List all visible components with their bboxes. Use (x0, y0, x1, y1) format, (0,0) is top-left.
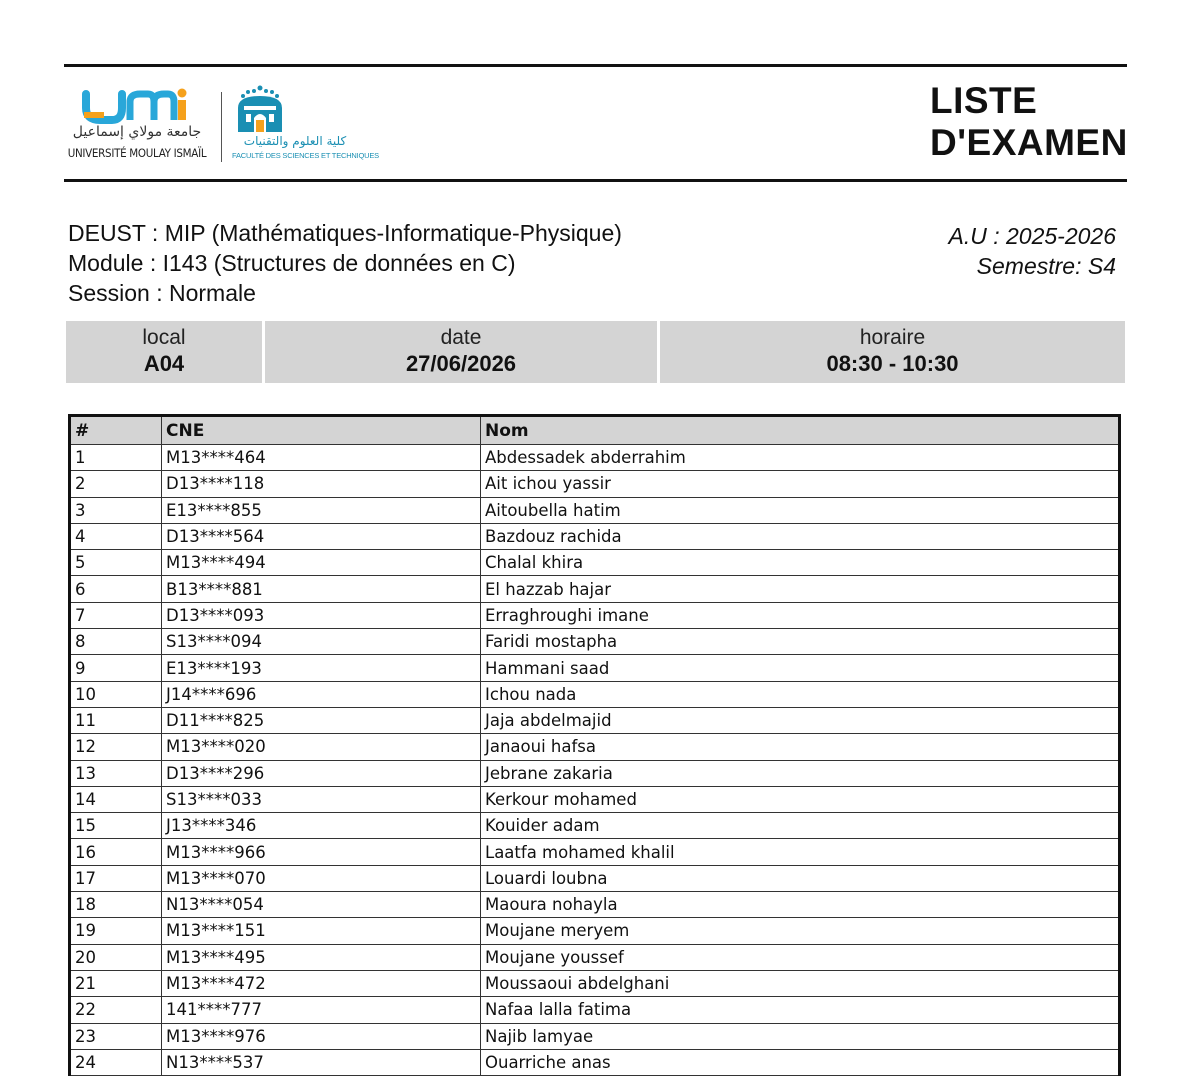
table-row (70, 970, 1120, 996)
title-line-2: D'EXAMEN (930, 122, 1128, 163)
row-name: Chalal khira (481, 550, 1120, 576)
row-name: Faridi mostapha (481, 629, 1120, 655)
row-name: Kerkour mohamed (481, 786, 1120, 812)
row-name: Bazdouz rachida (481, 523, 1120, 549)
title-line-1: LISTE (930, 80, 1038, 121)
table-row (70, 602, 1120, 628)
faculty-logo (228, 84, 379, 164)
table-row (70, 892, 1120, 918)
student-list-table (68, 414, 1121, 1076)
row-number: 10 (70, 681, 162, 707)
header-cne: CNE (162, 416, 481, 445)
row-cne: M13****151 (162, 918, 481, 944)
document-title (930, 80, 1128, 164)
table-row (70, 734, 1120, 760)
row-name: Hammani saad (481, 655, 1120, 681)
academic-year: A.U : 2025-2026 (948, 223, 1116, 249)
row-cne: S13****094 (162, 629, 481, 655)
row-number: 17 (70, 865, 162, 891)
row-cne: D13****296 (162, 760, 481, 786)
row-number: 22 (70, 997, 162, 1023)
row-cne: S13****033 (162, 786, 481, 812)
row-name: Abdessadek abderrahim (481, 445, 1120, 471)
row-number: 15 (70, 813, 162, 839)
table-row (70, 629, 1120, 655)
row-cne: J13****346 (162, 813, 481, 839)
row-cne: M13****472 (162, 970, 481, 996)
row-cne: J14****696 (162, 681, 481, 707)
row-name: Nafaa lalla fatima (481, 997, 1120, 1023)
row-cne: B13****881 (162, 576, 481, 602)
session-line: Session : Normale (68, 280, 256, 306)
row-number: 7 (70, 602, 162, 628)
row-name: Maoura nohayla (481, 892, 1120, 918)
row-cne: M13****020 (162, 734, 481, 760)
row-number: 12 (70, 734, 162, 760)
header-name: Nom (481, 416, 1120, 445)
row-number: 11 (70, 707, 162, 733)
table-row (70, 707, 1120, 733)
table-row (70, 523, 1120, 549)
table-row (70, 918, 1120, 944)
table-row (70, 786, 1120, 812)
exam-room-box (66, 321, 262, 383)
academic-info (948, 221, 1116, 281)
table-header-row (70, 416, 1120, 445)
row-number: 24 (70, 1049, 162, 1075)
row-cne: E13****193 (162, 655, 481, 681)
row-number: 14 (70, 786, 162, 812)
fst-arabic-name: كلية العلوم والتقنيات (243, 134, 347, 148)
umi-french-name: UNIVERSITÉ MOULAY ISMAÏL (67, 146, 207, 160)
row-cne: M13****070 (162, 865, 481, 891)
table-row (70, 997, 1120, 1023)
row-number: 5 (70, 550, 162, 576)
row-name: Jebrane zakaria (481, 760, 1120, 786)
row-number: 6 (70, 576, 162, 602)
header-number: # (70, 416, 162, 445)
table-row (70, 681, 1120, 707)
umi-logo-mark (82, 88, 192, 124)
row-cne: E13****855 (162, 497, 481, 523)
program-line: DEUST : MIP (Mathématiques-Informatique-Physique) (68, 220, 622, 246)
university-logo (64, 86, 214, 166)
row-cne: D13****118 (162, 471, 481, 497)
row-cne: N13****054 (162, 892, 481, 918)
row-cne: M13****966 (162, 839, 481, 865)
table-row (70, 497, 1120, 523)
table-row (70, 760, 1120, 786)
exam-info (68, 218, 622, 308)
exam-time-box (660, 321, 1125, 383)
row-number: 18 (70, 892, 162, 918)
table-row (70, 445, 1120, 471)
row-name: Moujane meryem (481, 918, 1120, 944)
row-number: 20 (70, 944, 162, 970)
row-name: Najib lamyae (481, 1023, 1120, 1049)
fst-building-icon (232, 84, 288, 134)
table-row (70, 655, 1120, 681)
row-number: 3 (70, 497, 162, 523)
row-cne: 141****777 (162, 997, 481, 1023)
module-line: Module : I143 (Structures de données en C) (68, 250, 516, 276)
table-row (70, 865, 1120, 891)
row-cne: M13****464 (162, 445, 481, 471)
room-label: local (142, 326, 186, 349)
row-name: El hazzab hajar (481, 576, 1120, 602)
umi-arabic-name: جامعة مولاي إسماعيل (72, 124, 202, 140)
table-row (70, 813, 1120, 839)
fst-french-name: FACULTÉ DES SCIENCES ET TECHNIQUES (232, 151, 379, 160)
room-value: A04 (143, 351, 185, 376)
table-body (70, 445, 1120, 1076)
row-cne: D11****825 (162, 707, 481, 733)
row-name: Moussaoui abdelghani (481, 970, 1120, 996)
row-number: 4 (70, 523, 162, 549)
row-number: 9 (70, 655, 162, 681)
date-label: date (440, 326, 482, 349)
table-row (70, 839, 1120, 865)
header-rule (64, 179, 1127, 182)
table-row (70, 550, 1120, 576)
row-cne: M13****494 (162, 550, 481, 576)
row-number: 16 (70, 839, 162, 865)
exam-date-box (265, 321, 657, 383)
row-number: 19 (70, 918, 162, 944)
row-cne: M13****976 (162, 1023, 481, 1049)
row-number: 23 (70, 1023, 162, 1049)
table-row (70, 576, 1120, 602)
row-name: Louardi loubna (481, 865, 1120, 891)
table-row (70, 1049, 1120, 1075)
logo-divider (221, 92, 222, 162)
row-name: Janaoui hafsa (481, 734, 1120, 760)
row-number: 8 (70, 629, 162, 655)
row-cne: D13****564 (162, 523, 481, 549)
time-value: 08:30 - 10:30 (826, 351, 959, 376)
semester: Semestre: S4 (976, 253, 1116, 279)
row-number: 2 (70, 471, 162, 497)
row-cne: N13****537 (162, 1049, 481, 1075)
row-number: 21 (70, 970, 162, 996)
table-row (70, 1023, 1120, 1049)
date-value: 27/06/2026 (405, 351, 517, 376)
row-name: Erraghroughi imane (481, 602, 1120, 628)
table-row (70, 471, 1120, 497)
row-name: Jaja abdelmajid (481, 707, 1120, 733)
row-cne: M13****495 (162, 944, 481, 970)
row-name: Aitoubella hatim (481, 497, 1120, 523)
row-name: Laatfa mohamed khalil (481, 839, 1120, 865)
top-rule (64, 64, 1127, 67)
row-cne: D13****093 (162, 602, 481, 628)
row-name: Ait ichou yassir (481, 471, 1120, 497)
row-name: Moujane youssef (481, 944, 1120, 970)
row-number: 1 (70, 445, 162, 471)
table-row (70, 944, 1120, 970)
row-number: 13 (70, 760, 162, 786)
time-label: horaire (859, 326, 926, 349)
row-name: Ichou nada (481, 681, 1120, 707)
row-name: Ouarriche anas (481, 1049, 1120, 1075)
row-name: Kouider adam (481, 813, 1120, 839)
